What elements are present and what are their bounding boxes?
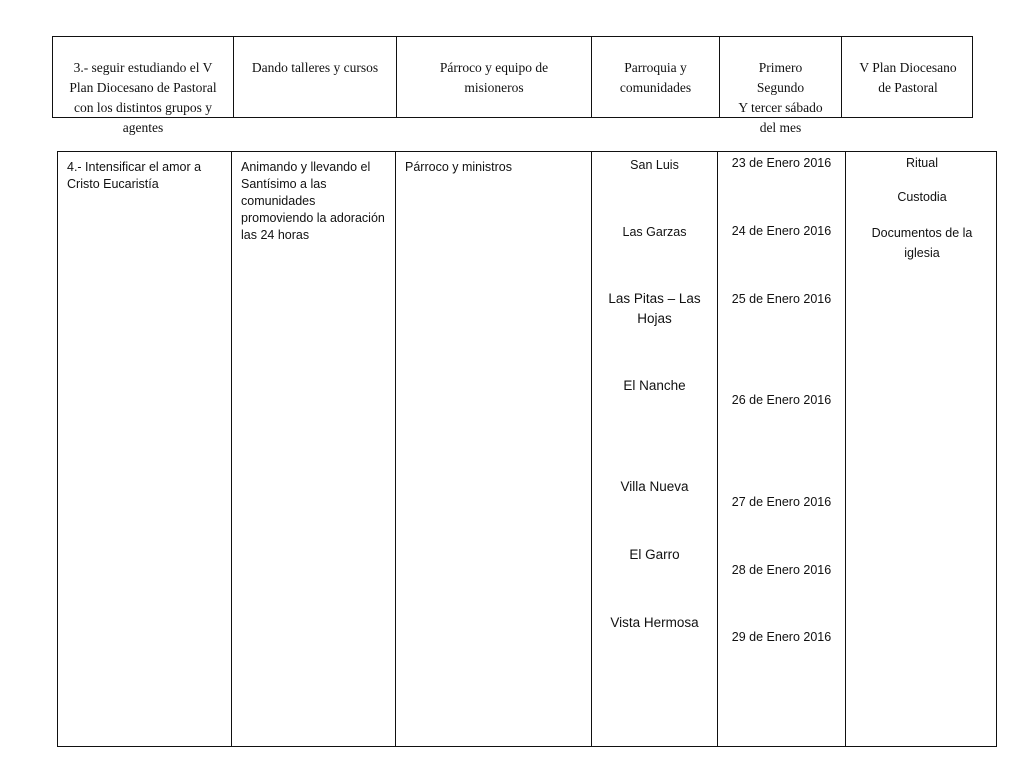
- date-item: 26 de Enero 2016: [731, 393, 832, 407]
- resources-cell: [846, 152, 998, 746]
- responsible-text: Párroco y equipo de misioneros: [439, 60, 549, 95]
- dates-cell: [718, 152, 846, 746]
- time-text: Primero Segundo Y tercer sábado del mes: [738, 60, 823, 135]
- date-item: 23 de Enero 2016: [731, 156, 832, 170]
- place-item: El Nanche: [623, 378, 686, 393]
- place-item: San Luis: [630, 158, 679, 172]
- responsible-cell: [396, 152, 592, 746]
- place-item: Vista Hermosa: [610, 615, 699, 630]
- date-item: 29 de Enero 2016: [731, 630, 832, 644]
- resource-item: Ritual: [906, 156, 938, 170]
- place-cell: [592, 37, 720, 117]
- plan-table-row-3: [52, 36, 973, 135]
- resources-cell: [842, 37, 974, 117]
- activity-text: Animando y llevando el Santísimo a las comunidades promoviendo la adoración las 24 horas: [241, 160, 385, 242]
- place-item: Las Pitas – Las Hojas: [608, 291, 701, 326]
- objective-text: 4.- Intensificar el amor a Cristo Eucaristía: [67, 160, 202, 191]
- place-item: Las Garzas: [622, 225, 687, 239]
- places-cell: [592, 152, 718, 746]
- resources-text: V Plan Diocesano de Pastoral: [859, 60, 957, 95]
- date-item: 25 de Enero 2016: [731, 292, 832, 306]
- responsible-text: Párroco y ministros: [405, 160, 512, 174]
- time-cell: [720, 37, 842, 135]
- place-item: El Garro: [629, 547, 680, 562]
- activity-text: Dando talleres y cursos: [251, 60, 379, 75]
- date-item: 24 de Enero 2016: [731, 224, 832, 238]
- place-item: Villa Nueva: [620, 479, 689, 494]
- activity-cell: [232, 152, 396, 746]
- plan-table-row-4: [57, 151, 997, 747]
- resource-item: Documentos de la iglesia: [871, 226, 973, 260]
- objective-cell: [58, 152, 232, 746]
- resource-item: Custodia: [897, 190, 947, 204]
- responsible-cell: [397, 37, 592, 117]
- activity-cell: [234, 37, 397, 117]
- date-item: 27 de Enero 2016: [731, 495, 832, 509]
- date-item: 28 de Enero 2016: [731, 563, 832, 577]
- place-text: Parroquia y comunidades: [619, 60, 692, 95]
- objective-text: 3.- seguir estudiando el V Plan Diocesano de Pastoral con los distintos grupos y agentes: [69, 60, 217, 135]
- objective-cell: [53, 37, 234, 135]
